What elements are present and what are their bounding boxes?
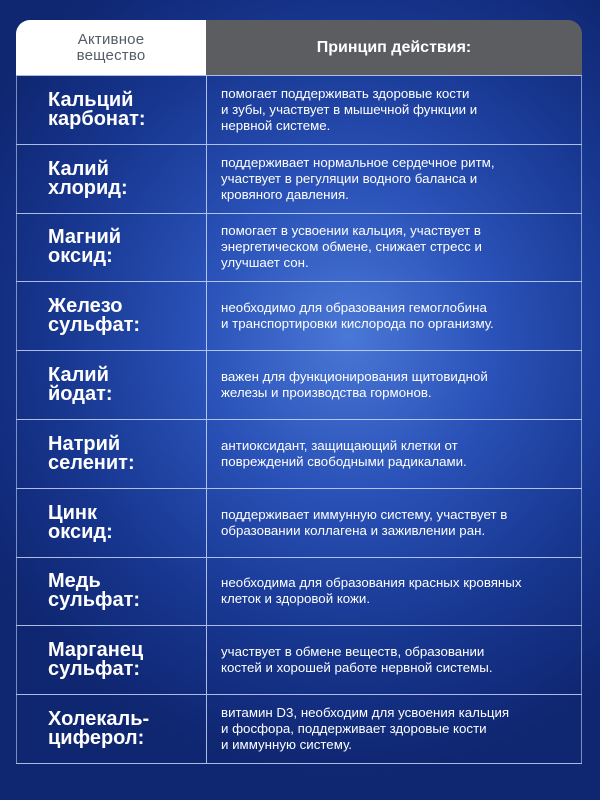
table-row — [16, 214, 582, 283]
substance-description — [221, 282, 573, 350]
name-line: Калий — [48, 364, 109, 387]
desc-line: поддерживает нормальное сердечное ритм, — [221, 154, 495, 170]
substance-description — [221, 695, 573, 763]
name-line: сульфат: — [48, 314, 141, 337]
name-line: Холекаль- — [48, 708, 150, 731]
substance-name — [48, 695, 198, 763]
table-row — [16, 489, 582, 558]
desc-line: железы и производства гормонов. — [221, 385, 432, 401]
desc-line: необходима для образования красных кровяных — [221, 575, 522, 591]
name-line: оксид: — [48, 245, 113, 268]
desc-line: повреждений свободными радикалами. — [221, 453, 467, 469]
desc-line: и зубы, участвует в мышечной функции и — [221, 101, 478, 117]
desc-line: и фосфора, поддерживает здоровые кости — [221, 721, 487, 737]
desc-line: образовании коллагена и заживлении ран. — [221, 522, 486, 538]
substance-name — [48, 626, 198, 694]
name-line: Кальций — [48, 88, 134, 111]
desc-line: нервной системе. — [221, 117, 331, 133]
substance-name — [48, 420, 198, 488]
table-row — [16, 420, 582, 489]
name-line: селенит: — [48, 451, 135, 474]
substance-description — [221, 351, 573, 419]
substance-name — [48, 558, 198, 626]
substance-name — [48, 489, 198, 557]
name-line: Калий — [48, 157, 109, 180]
table-header — [16, 20, 582, 75]
header-left-line: вещество — [76, 46, 146, 64]
header-active-substance — [16, 20, 206, 75]
desc-line: участвует в регуляции водного баланса и — [221, 170, 478, 186]
desc-line: участвует в обмене веществ, образовании — [221, 644, 485, 660]
substance-name — [48, 145, 198, 213]
substance-description — [221, 489, 573, 557]
name-line: Натрий — [48, 432, 121, 455]
desc-line: поддерживает иммунную систему, участвует в — [221, 506, 508, 522]
substance-name — [48, 282, 198, 350]
substance-description — [221, 420, 573, 488]
name-line: сульфат: — [48, 589, 141, 612]
table-row — [16, 145, 582, 214]
name-line: оксид: — [48, 520, 113, 543]
substance-description — [221, 626, 573, 694]
name-line: Медь — [48, 570, 101, 593]
header-action-principle: Принцип действия: — [206, 20, 582, 75]
table-row — [16, 695, 582, 764]
desc-line: и транспортировки кислорода по организму. — [221, 316, 494, 332]
name-line: циферол: — [48, 727, 145, 750]
substance-description — [221, 214, 573, 282]
desc-line: энергетическом обмене, снижает стресс и — [221, 239, 482, 255]
desc-line: улучшает сон. — [221, 255, 309, 271]
desc-line: помогает поддерживать здоровые кости — [221, 85, 470, 101]
desc-line: кровяного давления. — [221, 186, 349, 202]
substance-description — [221, 76, 573, 144]
table-body — [16, 75, 582, 774]
ingredients-table — [16, 20, 582, 774]
name-line: йодат: — [48, 383, 113, 406]
table-row — [16, 282, 582, 351]
table-row — [16, 558, 582, 627]
desc-line: витамин D3, необходим для усвоения кальция — [221, 705, 510, 721]
name-line: хлорид: — [48, 176, 128, 199]
name-line: сульфат: — [48, 658, 141, 681]
desc-line: клеток и здоровой кожи. — [221, 591, 371, 607]
name-line: Магний — [48, 226, 122, 249]
header-left-line: Активное — [77, 30, 145, 48]
name-line: карбонат: — [48, 107, 146, 130]
desc-line: антиоксидант, защищающий клетки от — [221, 437, 458, 453]
table-row — [16, 626, 582, 695]
desc-line: костей и хорошей работе нервной системы. — [221, 660, 493, 676]
table-row — [16, 351, 582, 420]
substance-description — [221, 558, 573, 626]
name-line: Железо — [48, 295, 123, 318]
desc-line: важен для функционирования щитовидной — [221, 369, 488, 385]
desc-line: необходимо для образования гемоглобина — [221, 300, 487, 316]
table-row — [16, 76, 582, 145]
desc-line: помогает в усвоении кальция, участвует в — [221, 223, 481, 239]
name-line: Марганец — [48, 639, 144, 662]
name-line: Цинк — [48, 501, 97, 524]
substance-name — [48, 76, 198, 144]
substance-description — [221, 145, 573, 213]
substance-name — [48, 214, 198, 282]
desc-line: и иммунную систему. — [221, 737, 352, 753]
substance-name — [48, 351, 198, 419]
